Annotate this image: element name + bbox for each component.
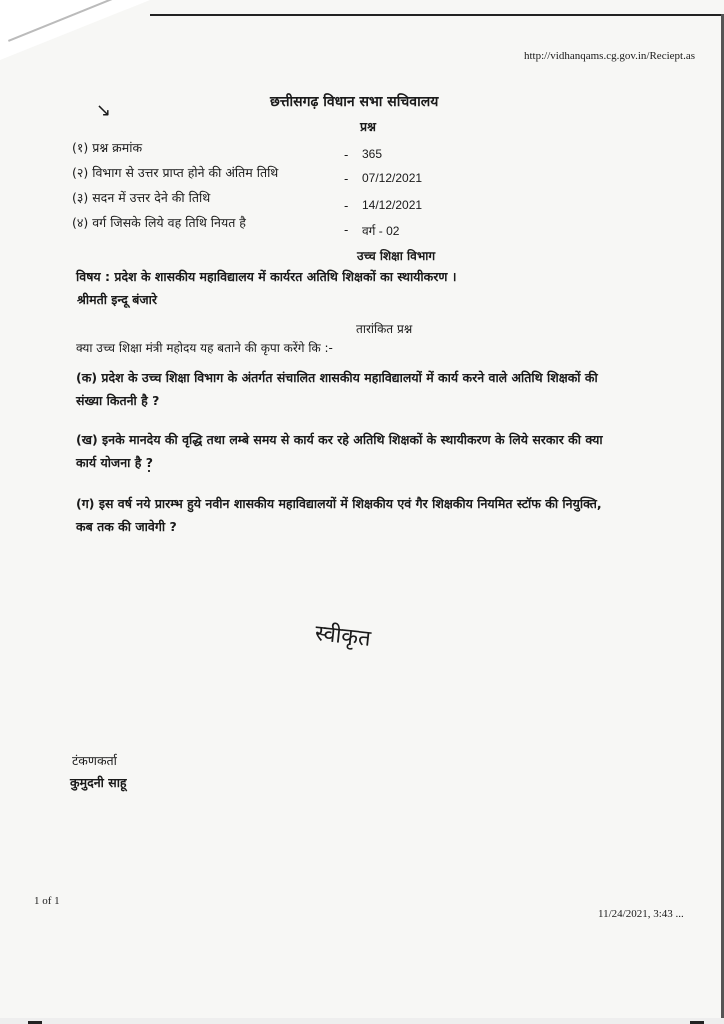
question-kha: (ख) इनके मानदेय की वृद्धि तथा लम्बे समय से कार्य कर रहे अतिथि शिक्षकों के स्थायीकरण के लिये सरकार की क्या कार्य योजना है ? [76, 432, 603, 470]
field-dash: - [344, 172, 349, 186]
field-dash: - [344, 199, 349, 213]
field-label-number: (१) प्रश्न क्रमांक [72, 140, 143, 155]
folded-corner [0, 0, 150, 60]
field-value-answer-date: 14/12/2021 [362, 198, 423, 212]
typist-label: टंकणकर्ता [72, 753, 117, 768]
field-dash: - [344, 148, 349, 162]
bottom-strip [0, 1018, 724, 1024]
approval-stamp: स्वीकृत [313, 621, 372, 652]
field-label-answer-date: (३) सदन में उत्तर देने की तिथि [72, 190, 211, 205]
field-dash: - [344, 223, 349, 237]
page-count: 1 of 1 [34, 895, 60, 907]
print-url: http://vidhanqams.cg.gov.in/Reciept.as [524, 50, 695, 62]
subject-line: विषय : प्रदेश के शासकीय महाविद्यालय में कार्यरत अतिथि शिक्षकों का स्थायीकरण । [76, 269, 457, 284]
question-ka: (क) प्रदेश के उच्च शिक्षा विभाग के अंतर्गत संचालित शासकीय महाविद्यालयों में कार्य करने वाले अतिथि शिक्षकों की संख्या कितनी है ? [76, 370, 598, 408]
question-intro: क्या उच्च शिक्षा मंत्री महोदय यह बताने की कृपा करेंगे कि :- [76, 341, 333, 355]
member-name: श्रीमती इन्दू बंजारे [77, 292, 158, 307]
field-value-group: वर्ग - 02 [362, 224, 400, 238]
field-label-group: (४) वर्ग जिसके लिये वह तिथि नियत है [72, 215, 246, 230]
question-heading: प्रश्न [360, 119, 376, 134]
field-label-deadline: (२) विभाग से उत्तर प्राप्त होने की अंतिम तिथि [72, 165, 279, 180]
question-type: तारांकित प्रश्न [356, 322, 413, 336]
top-edge [150, 14, 724, 16]
typist-name: कुमुदनी साहू [70, 775, 127, 790]
ink-dot [148, 470, 150, 472]
question-ga: (ग) इस वर्ष नये प्रारम्भ हुये नवीन शासकीय महाविद्यालयों में शिक्षकीय एवं गैर शिक्षकीय नियमित स्टॉफ की नियुक्ति, कब तक की जावेगी ? [76, 496, 602, 534]
field-value-deadline: 07/12/2021 [362, 171, 423, 185]
secretariat-title: छत्तीसगढ़ विधान सभा सचिवालय [270, 94, 439, 110]
department: उच्च शिक्षा विभाग [357, 249, 436, 263]
pen-mark: ↘ [96, 100, 112, 121]
print-timestamp: 11/24/2021, 3:43 ... [598, 908, 684, 920]
field-value-number: 365 [362, 147, 383, 161]
